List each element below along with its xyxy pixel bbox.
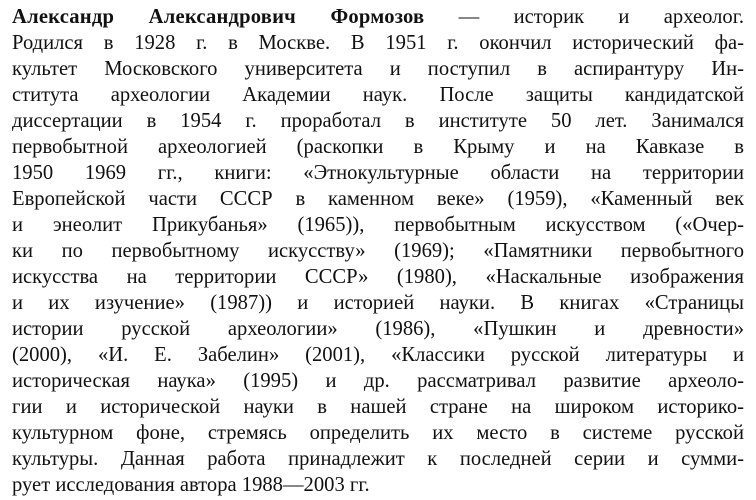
text-line-14: (2000), «И. Е. Забелин» (2001), «Классики русской литературы и [12, 344, 744, 366]
text-line-15: историческая наука» (1995) и др. рассматривал развитие археоло- [12, 370, 744, 392]
text-line-18: культуры. Данная работа принадлежит к последней серии и сумми- [12, 448, 744, 470]
text-line-16: гии и исторической науки в нашей стране на широком историко- [12, 396, 744, 418]
text-line-8: Европейской части СССР в каменном веке» (1959), «Каменный век [12, 188, 744, 210]
author-name: Александр Александрович Формозов [12, 6, 425, 28]
text-line-1 [12, 4, 744, 30]
text-line-6: первобытной археологией (раскопки в Крыму и на Кавказе в [12, 136, 744, 158]
text-line-2: Родился в 1928 г. в Москве. В 1951 г. окончил исторический фа- [12, 32, 744, 54]
text-line-10: ки по первобытному искусству» (1969); «Памятники первобытного [12, 240, 744, 262]
text-line-11: искусства на территории СССР» (1980), «Наскальные изображения [12, 266, 744, 288]
text-line-1-rest: — историк и археолог. [424, 6, 744, 28]
text-line-19: рует исследования автора 1988—2003 гг. [12, 474, 370, 496]
text-line-4: ститута археологии Академии наук. После защиты кандидатской [12, 84, 744, 106]
text-line-5: диссертации в 1954 г. проработал в институте 50 лет. Занимался [12, 110, 744, 132]
text-line-12: и их изучение» (1987)) и историей науки. В книгах «Страницы [12, 292, 744, 314]
text-line-17: культурном фоне, стремясь определить их место в системе русской [12, 422, 744, 444]
text-line-9: и энеолит Прикубанья» (1965)), первобытным искусством («Очер- [12, 214, 744, 236]
text-line-7: 1950 1969 гг., книги: «Этнокультурные области на территории [12, 162, 744, 184]
text-line-13: истории русской археологии» (1986), «Пушкин и древности» [12, 318, 744, 340]
text-line-3: культет Московского университета и поступил в аспирантуру Ин- [12, 58, 744, 80]
